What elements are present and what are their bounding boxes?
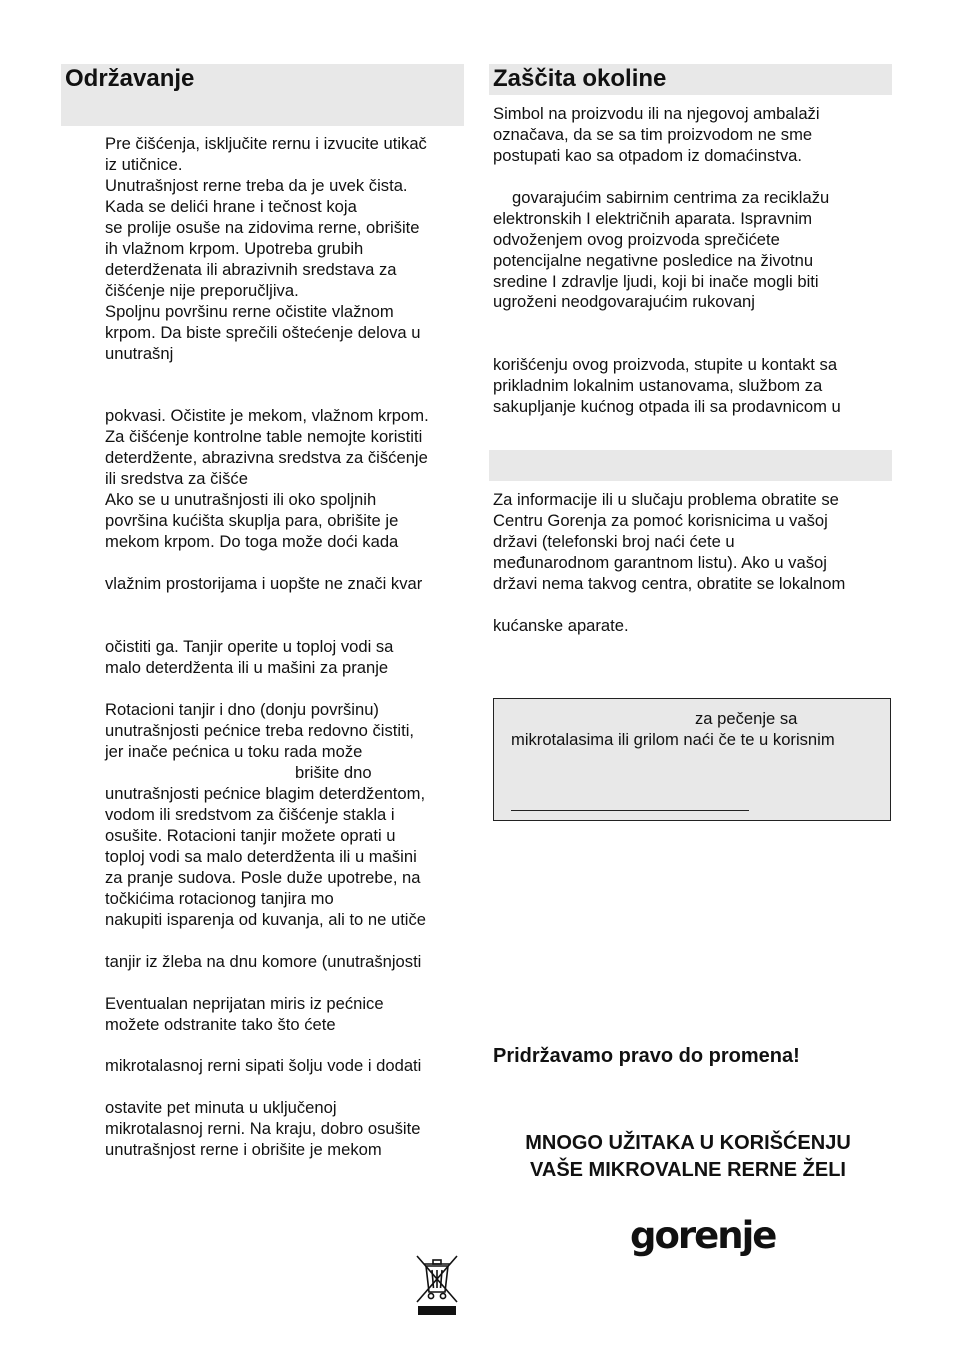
text-line: se prolije osuše na zidovima rerne, obrišite: [105, 218, 420, 237]
text-line: mikrotalasnoj rerni sipati šolju vode i dodati: [105, 1056, 422, 1075]
text-line: krpom. Da biste sprečili oštećenje delova u: [105, 323, 421, 342]
note-underline: [511, 810, 749, 811]
text-line: jer inače pećnica u toku rada može: [105, 742, 363, 761]
text-line: Centru Gorenja za pomoć korisnicima u vašoj: [493, 511, 828, 530]
text-line: označava, da se sa tim proizvodom ne sme: [493, 125, 813, 144]
text-line: vlažnim prostorijama i uopšte ne znači kvar: [105, 574, 423, 593]
environment-heading: Zaščita okoline: [493, 65, 667, 92]
text-line: Simbol na proizvodu ili na njegovoj ambalaži: [493, 104, 820, 123]
text-line: toploj vodi sa malo deterdženta ili u mašini: [105, 847, 417, 866]
text-line: vodom ili sredstvom za čišćenje stakla i: [105, 805, 395, 824]
service-header-bar: [489, 450, 892, 481]
text-line: Unutrašnjost rerne treba da je uvek čista.: [105, 176, 408, 195]
text-line: ugroženi neodgovarajućim rukovanj: [493, 292, 755, 311]
text-line: tanjir iz žleba na dnu komore (unutrašnjosti: [105, 952, 422, 971]
text-line: državi nema takvog centra, obratite se lokalnom: [493, 574, 846, 593]
text-line: međunarodnom garantnom listu). Ako u vašoj: [493, 553, 827, 572]
text-line: Ako se u unutrašnjosti ili oko spoljnih: [105, 490, 377, 509]
note-line: za pečenje sa: [695, 709, 798, 728]
text-line: odvoženjem ovog proizvoda sprečićete: [493, 230, 780, 249]
text-line: čišćenje nije preporučljiva.: [105, 281, 299, 300]
closing-line-2: VAŠE MIKROVALNE RERNE ŽELI: [530, 1159, 846, 1181]
text-line: mekom krpom. Do toga može doći kada: [105, 532, 399, 551]
text-line: korišćenju ovog proizvoda, stupite u kontakt sa: [493, 355, 838, 374]
text-line: točkićima rotacionog tanjira mo: [105, 889, 334, 908]
maintenance-heading: Održavanje: [65, 65, 195, 92]
text-line: iz utičnice.: [105, 155, 183, 174]
text-line: površina kućišta skuplja para, obrišite je: [105, 511, 399, 530]
note-line: mikrotalasima ili grilom naći če te u korisnim: [511, 730, 835, 749]
text-line: Spoljnu površinu rerne očistite vlažnom: [105, 302, 394, 321]
environment-header: [489, 64, 892, 95]
text-line: Kada se delići hrane i tečnost koja: [105, 197, 357, 216]
text-line: kućanske aparate.: [493, 616, 629, 635]
text-line: unutrašnjost rerne i obrišite je mekom: [105, 1140, 382, 1159]
text-line: Za čišćenje kontrolne table nemojte koristiti: [105, 427, 423, 446]
gorenje-logo: gorenje: [630, 1214, 776, 1257]
crossed-out-wheelie-bin-icon: [414, 1254, 460, 1316]
text-line: unutrašnjosti pećnice treba redovno čistiti,: [105, 721, 414, 740]
text-line: malo deterdženta ili u mašini za pranje: [105, 658, 389, 677]
text-line: državi (telefonski broj naći ćete u: [493, 532, 735, 551]
text-line: ih vlažnom krpom. Upotreba grubih: [105, 239, 364, 258]
text-line: postupati kao sa otpadom iz domaćinstva.: [493, 146, 803, 165]
text-line: osušite. Rotacioni tanjir možete oprati u: [105, 826, 396, 845]
note-box: [493, 698, 891, 821]
text-line: deterdžente, abrazivna sredstva za čišćenje: [105, 448, 428, 467]
text-line: očistiti ga. Tanjir operite u toploj vodi sa: [105, 637, 394, 656]
text-line: govarajućim sabirnim centrima za reciklažu: [512, 188, 830, 207]
text-line: Za informacije ili u slučaju problema obratite se: [493, 490, 839, 509]
text-line: unutrašnjosti pećnice blagim deterdžentom,: [105, 784, 426, 803]
text-line: sredine I zdravlje ljudi, koji bi inače mogli biti: [493, 272, 819, 291]
text-line: prikladnim lokalnim ustanovama, službom za: [493, 376, 823, 395]
maintenance-header: [61, 64, 464, 126]
text-line: sakupljanje kućnog otpada ili sa prodavnicom u: [493, 397, 841, 416]
text-line: Eventualan neprijatan miris iz pećnice: [105, 994, 384, 1013]
text-line: potencijalne negativne posledice na životnu: [493, 251, 814, 270]
text-line: možete odstranite tako što ćete: [105, 1015, 336, 1034]
text-line: Pre čišćenja, isključite rernu i izvucite utikač: [105, 134, 427, 153]
text-line: ili sredstva za čišće: [105, 469, 248, 488]
text-line: nakupiti isparenja od kuvanja, ali to ne utiče: [105, 910, 427, 929]
text-line: ostavite pet minuta u uključenoj: [105, 1098, 337, 1117]
text-line: deterdženata ili abrazivnih sredstava za: [105, 260, 397, 279]
reserve-rights-text: Pridržavamo pravo do promena!: [493, 1045, 800, 1067]
text-line: unutrašnj: [105, 344, 174, 363]
text-line: pokvasi. Očistite je mekom, vlažnom krpom.: [105, 406, 429, 425]
text-line: za pranje sudova. Posle duže upotrebe, na: [105, 868, 421, 887]
closing-line-1: MNOGO UŽITAKA U KORIŠĆENJU: [525, 1132, 851, 1154]
text-line: mikrotalasnoj rerni. Na kraju, dobro osušite: [105, 1119, 421, 1138]
text-line: brišite dno: [295, 763, 372, 782]
text-line: Rotacioni tanjir i dno (donju površinu): [105, 700, 379, 719]
text-line: elektronskih I električnih aparata. Ispravnim: [493, 209, 813, 228]
